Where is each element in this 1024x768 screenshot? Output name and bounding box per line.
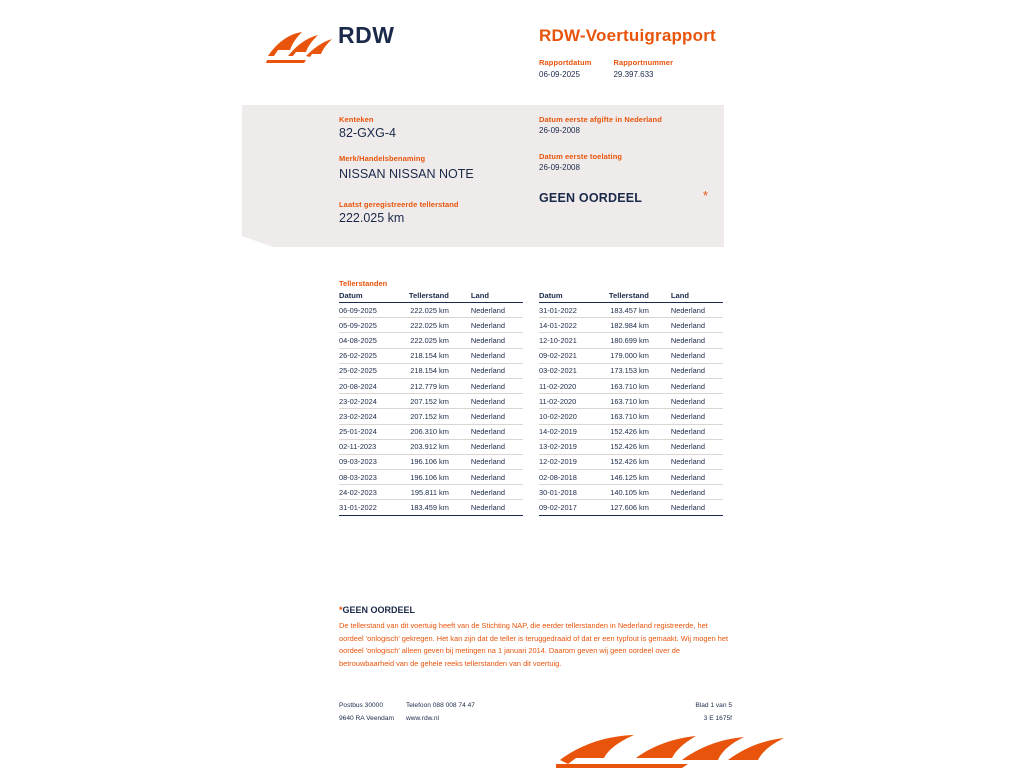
cell-datum: 14-02-2019	[539, 424, 594, 439]
footer-page-info	[694, 702, 732, 728]
cell-datum: 09-03-2023	[339, 454, 394, 469]
cell-datum: 31-01-2022	[539, 303, 594, 318]
footer-address-line2: 9640 RA Veendam	[339, 715, 394, 722]
kenteken-label: Kenteken	[339, 115, 374, 124]
table-header-row	[339, 291, 523, 303]
verdict-footnote-marker: *	[703, 188, 709, 203]
footer-page-number: Blad 1 van 5	[695, 702, 732, 709]
cell-tellerstand: 180.699 km	[594, 333, 671, 348]
panel-right-column	[539, 115, 719, 172]
table-row	[339, 333, 523, 348]
cell-land: Nederland	[471, 348, 523, 363]
cell-datum: 11-02-2020	[539, 378, 594, 393]
cell-land: Nederland	[471, 318, 523, 333]
rdw-logo	[266, 22, 466, 76]
cell-datum: 23-02-2024	[339, 394, 394, 409]
report-meta	[539, 58, 839, 79]
cell-tellerstand: 222.025 km	[394, 333, 471, 348]
cell-land: Nederland	[471, 409, 523, 424]
cell-datum: 25-01-2024	[339, 424, 394, 439]
eerste-afgifte-label: Datum eerste afgifte in Nederland	[539, 115, 662, 124]
cell-tellerstand: 163.710 km	[594, 394, 671, 409]
table-row	[339, 348, 523, 363]
report-number-label: Rapportnummer	[613, 58, 674, 67]
cell-land: Nederland	[471, 303, 523, 318]
cell-land: Nederland	[471, 394, 523, 409]
table-row	[539, 348, 723, 363]
table-row	[339, 394, 523, 409]
cell-land: Nederland	[671, 409, 723, 424]
cell-datum: 25-02-2025	[339, 363, 394, 378]
cell-land: Nederland	[671, 378, 723, 393]
cell-tellerstand: 163.710 km	[594, 409, 671, 424]
cell-datum: 13-02-2019	[539, 439, 594, 454]
cell-datum: 23-02-2024	[339, 409, 394, 424]
footer-form-code: 3 E 1675f	[703, 715, 732, 722]
footer-address-line1: Postbus 30000	[339, 702, 383, 709]
table-row	[539, 303, 723, 318]
cell-land: Nederland	[471, 333, 523, 348]
column-header-land: Land	[471, 291, 523, 303]
mileage-table-left	[339, 291, 523, 516]
table-row	[339, 409, 523, 424]
cell-tellerstand: 195.811 km	[394, 485, 471, 500]
table-row	[339, 470, 523, 485]
cell-tellerstand: 196.106 km	[394, 454, 471, 469]
cell-datum: 12-02-2019	[539, 454, 594, 469]
table-row	[539, 470, 723, 485]
cell-land: Nederland	[471, 378, 523, 393]
table-row	[539, 439, 723, 454]
cell-tellerstand: 212.779 km	[394, 378, 471, 393]
footer-phone: Telefoon 088 008 74 47	[406, 702, 475, 709]
cell-tellerstand: 206.310 km	[394, 424, 471, 439]
table-row	[539, 394, 723, 409]
cell-land: Nederland	[671, 424, 723, 439]
tellerstand-value: 222.025 km	[339, 211, 405, 225]
cell-tellerstand: 152.426 km	[594, 424, 671, 439]
cell-land: Nederland	[671, 500, 723, 515]
footer-rdw-graphic-icon	[556, 734, 786, 768]
cell-land: Nederland	[671, 439, 723, 454]
cell-datum: 09-02-2021	[539, 348, 594, 363]
table-row	[339, 454, 523, 469]
cell-datum: 24-02-2023	[339, 485, 394, 500]
cell-land: Nederland	[671, 303, 723, 318]
cell-tellerstand: 218.154 km	[394, 363, 471, 378]
cell-land: Nederland	[471, 424, 523, 439]
cell-land: Nederland	[471, 439, 523, 454]
cell-datum: 30-01-2018	[539, 485, 594, 500]
table-row	[539, 333, 723, 348]
cell-datum: 02-11-2023	[339, 439, 394, 454]
cell-tellerstand: 182.984 km	[594, 318, 671, 333]
footnote-body: De tellerstand van dit voertuig heeft van de Stichting NAP, die eerder tellerstanden in Nederland registreerde, het oordeel 'onlogisch' gekregen. Het kan zijn dat de teller is teruggedraaid of dat er een typfout is gemaakt. Wij mogen het oordeel 'onlogisch' alleen geven bij metingen na 1 januari 2014. Daarom geven wij geen oordeel over de betrouwbaarheid van de gehele reeks tellerstanden van dit voertuig.	[339, 621, 729, 668]
cell-tellerstand: 218.154 km	[394, 348, 471, 363]
table-row	[339, 318, 523, 333]
report-date-value: 06-09-2025	[539, 70, 580, 79]
cell-datum: 02-08-2018	[539, 470, 594, 485]
cell-tellerstand: 152.426 km	[594, 439, 671, 454]
cell-land: Nederland	[671, 485, 723, 500]
footer-address	[339, 702, 394, 728]
kenteken-value: 82-GXG-4	[339, 126, 396, 140]
eerste-afgifte-value: 26-09-2008	[539, 126, 580, 135]
table-row	[539, 363, 723, 378]
table-row	[339, 424, 523, 439]
cell-land: Nederland	[471, 363, 523, 378]
cell-datum: 20-08-2024	[339, 378, 394, 393]
cell-datum: 06-09-2025	[339, 303, 394, 318]
cell-datum: 04-08-2025	[339, 333, 394, 348]
merk-value: NISSAN NISSAN NOTE	[339, 167, 474, 181]
footnote-title	[339, 605, 731, 615]
report-number-value: 29.397.633	[613, 70, 654, 79]
table-row	[339, 363, 523, 378]
rdw-logo-icon	[266, 30, 334, 64]
report-date-label: Rapportdatum	[539, 58, 592, 67]
cell-tellerstand: 207.152 km	[394, 409, 471, 424]
report-number-block	[613, 58, 673, 79]
cell-tellerstand: 207.152 km	[394, 394, 471, 409]
footer-contact	[406, 702, 475, 728]
table-row	[539, 454, 723, 469]
eerste-toelating-label: Datum eerste toelating	[539, 152, 623, 161]
verdict-text: GEEN OORDEEL	[539, 191, 643, 205]
cell-land: Nederland	[671, 470, 723, 485]
mileage-table-heading: Tellerstanden	[339, 279, 388, 288]
cell-tellerstand: 222.025 km	[394, 303, 471, 318]
cell-tellerstand: 173.153 km	[594, 363, 671, 378]
cell-datum: 11-02-2020	[539, 394, 594, 409]
cell-land: Nederland	[671, 454, 723, 469]
column-header-land: Land	[671, 291, 723, 303]
cell-land: Nederland	[471, 454, 523, 469]
cell-datum: 08-03-2023	[339, 470, 394, 485]
footnote-block	[339, 605, 731, 670]
cell-datum: 09-02-2017	[539, 500, 594, 515]
merk-label: Merk/Handelsbenaming	[339, 154, 426, 163]
column-header-datum: Datum	[339, 291, 394, 303]
cell-tellerstand: 140.105 km	[594, 485, 671, 500]
table-row	[339, 303, 523, 318]
footer-website-link[interactable]: www.rdw.nl	[406, 715, 439, 722]
cell-datum: 12-10-2021	[539, 333, 594, 348]
cell-tellerstand: 203.912 km	[394, 439, 471, 454]
cell-tellerstand: 183.457 km	[594, 303, 671, 318]
tellerstand-label: Laatst geregistreerde tellerstand	[339, 200, 459, 209]
table-row	[539, 485, 723, 500]
cell-tellerstand: 127.606 km	[594, 500, 671, 515]
cell-land: Nederland	[471, 500, 523, 515]
column-header-datum: Datum	[539, 291, 594, 303]
eerste-toelating-value: 26-09-2008	[539, 163, 580, 172]
cell-datum: 31-01-2022	[339, 500, 394, 515]
cell-land: Nederland	[671, 333, 723, 348]
cell-datum: 03-02-2021	[539, 363, 594, 378]
logo-wordmark: RDW	[338, 22, 395, 48]
cell-tellerstand: 179.000 km	[594, 348, 671, 363]
cell-land: Nederland	[671, 348, 723, 363]
footnote-title-text: GEEN OORDEEL	[342, 605, 416, 615]
column-header-tellerstand: Tellerstand	[594, 291, 671, 303]
page-title: RDW-Voertuigrapport	[539, 26, 716, 45]
table-row	[339, 500, 523, 515]
cell-land: Nederland	[671, 394, 723, 409]
mileage-right-body	[539, 303, 723, 516]
column-header-tellerstand: Tellerstand	[394, 291, 471, 303]
table-row	[539, 318, 723, 333]
cell-tellerstand: 146.125 km	[594, 470, 671, 485]
cell-datum: 05-09-2025	[339, 318, 394, 333]
cell-land: Nederland	[671, 363, 723, 378]
table-row	[539, 424, 723, 439]
table-row	[539, 409, 723, 424]
table-row	[339, 485, 523, 500]
cell-tellerstand: 163.710 km	[594, 378, 671, 393]
cell-land: Nederland	[471, 485, 523, 500]
cell-tellerstand: 222.025 km	[394, 318, 471, 333]
cell-datum: 26-02-2025	[339, 348, 394, 363]
panel-left-column	[339, 115, 524, 225]
cell-tellerstand: 196.106 km	[394, 470, 471, 485]
cell-tellerstand: 183.459 km	[394, 500, 471, 515]
footnote-star: *	[339, 605, 343, 615]
cell-datum: 14-01-2022	[539, 318, 594, 333]
table-header-row	[539, 291, 723, 303]
cell-land: Nederland	[671, 318, 723, 333]
table-row	[339, 439, 523, 454]
cell-land: Nederland	[471, 470, 523, 485]
mileage-left-body	[339, 303, 523, 516]
cell-datum: 10-02-2020	[539, 409, 594, 424]
table-row	[539, 378, 723, 393]
mileage-table-right	[539, 291, 723, 516]
cell-tellerstand: 152.426 km	[594, 454, 671, 469]
table-row	[539, 500, 723, 515]
report-date-block	[539, 58, 609, 79]
table-row	[339, 378, 523, 393]
